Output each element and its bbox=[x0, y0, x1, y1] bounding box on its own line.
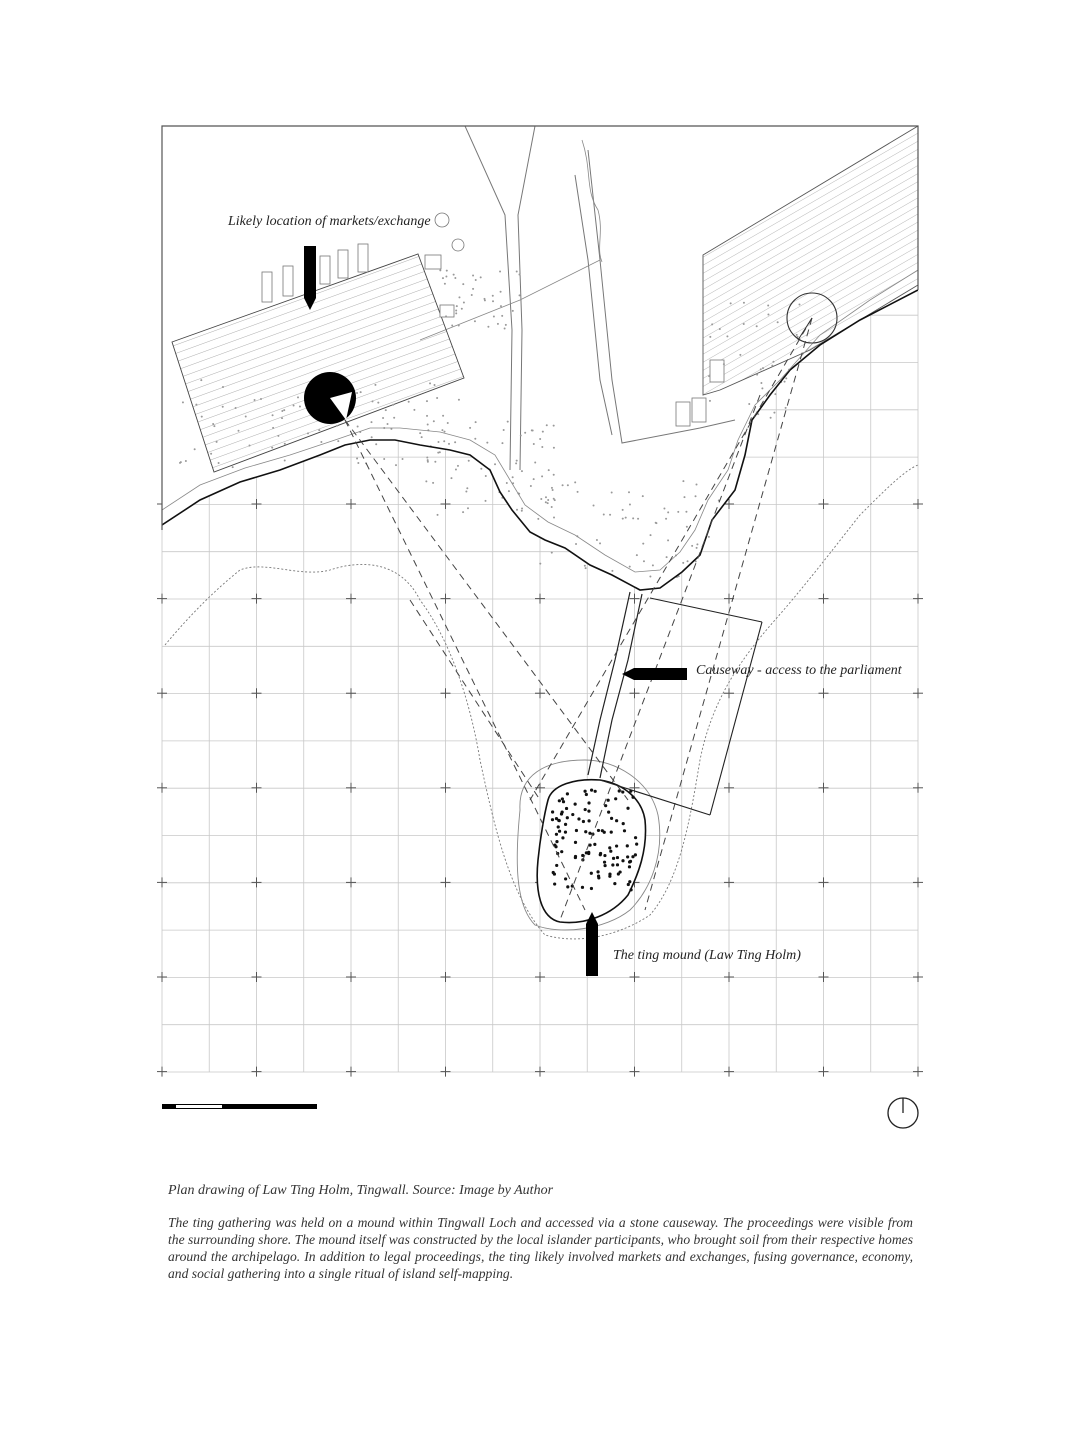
mound-label: The ting mound (Law Ting Holm) bbox=[613, 948, 801, 963]
caption-title: Plan drawing of Law Ting Holm, Tingwall. Source: Image by Author bbox=[168, 1183, 554, 1198]
north-arrow-icon bbox=[888, 1098, 918, 1128]
scale-bar bbox=[162, 1104, 317, 1109]
causeway bbox=[600, 594, 642, 778]
caption-body: The ting gathering was held on a mound within Tingwall Loch and accessed via a stone causeway. The proceedings were visible from the surrounding shore. The mound itself was constructed by the local islander participants, who brought soil from their respective homes around the archipelago. In addition to legal proceedings, the ting likely involved markets and exchanges, fusing governance, economy, and social gathering into a single ritual of island self-mapping. bbox=[168, 1215, 913, 1281]
pointer-arrow-icon bbox=[586, 912, 598, 976]
mound-outline bbox=[537, 780, 645, 923]
pointer-arrow-icon bbox=[304, 246, 316, 310]
causeway bbox=[588, 592, 630, 775]
markets-label: Likely location of markets/exchange bbox=[228, 214, 431, 229]
causeway-label: Causeway - access to the parliament bbox=[696, 663, 902, 678]
pointer-arrow-icon bbox=[622, 668, 687, 680]
